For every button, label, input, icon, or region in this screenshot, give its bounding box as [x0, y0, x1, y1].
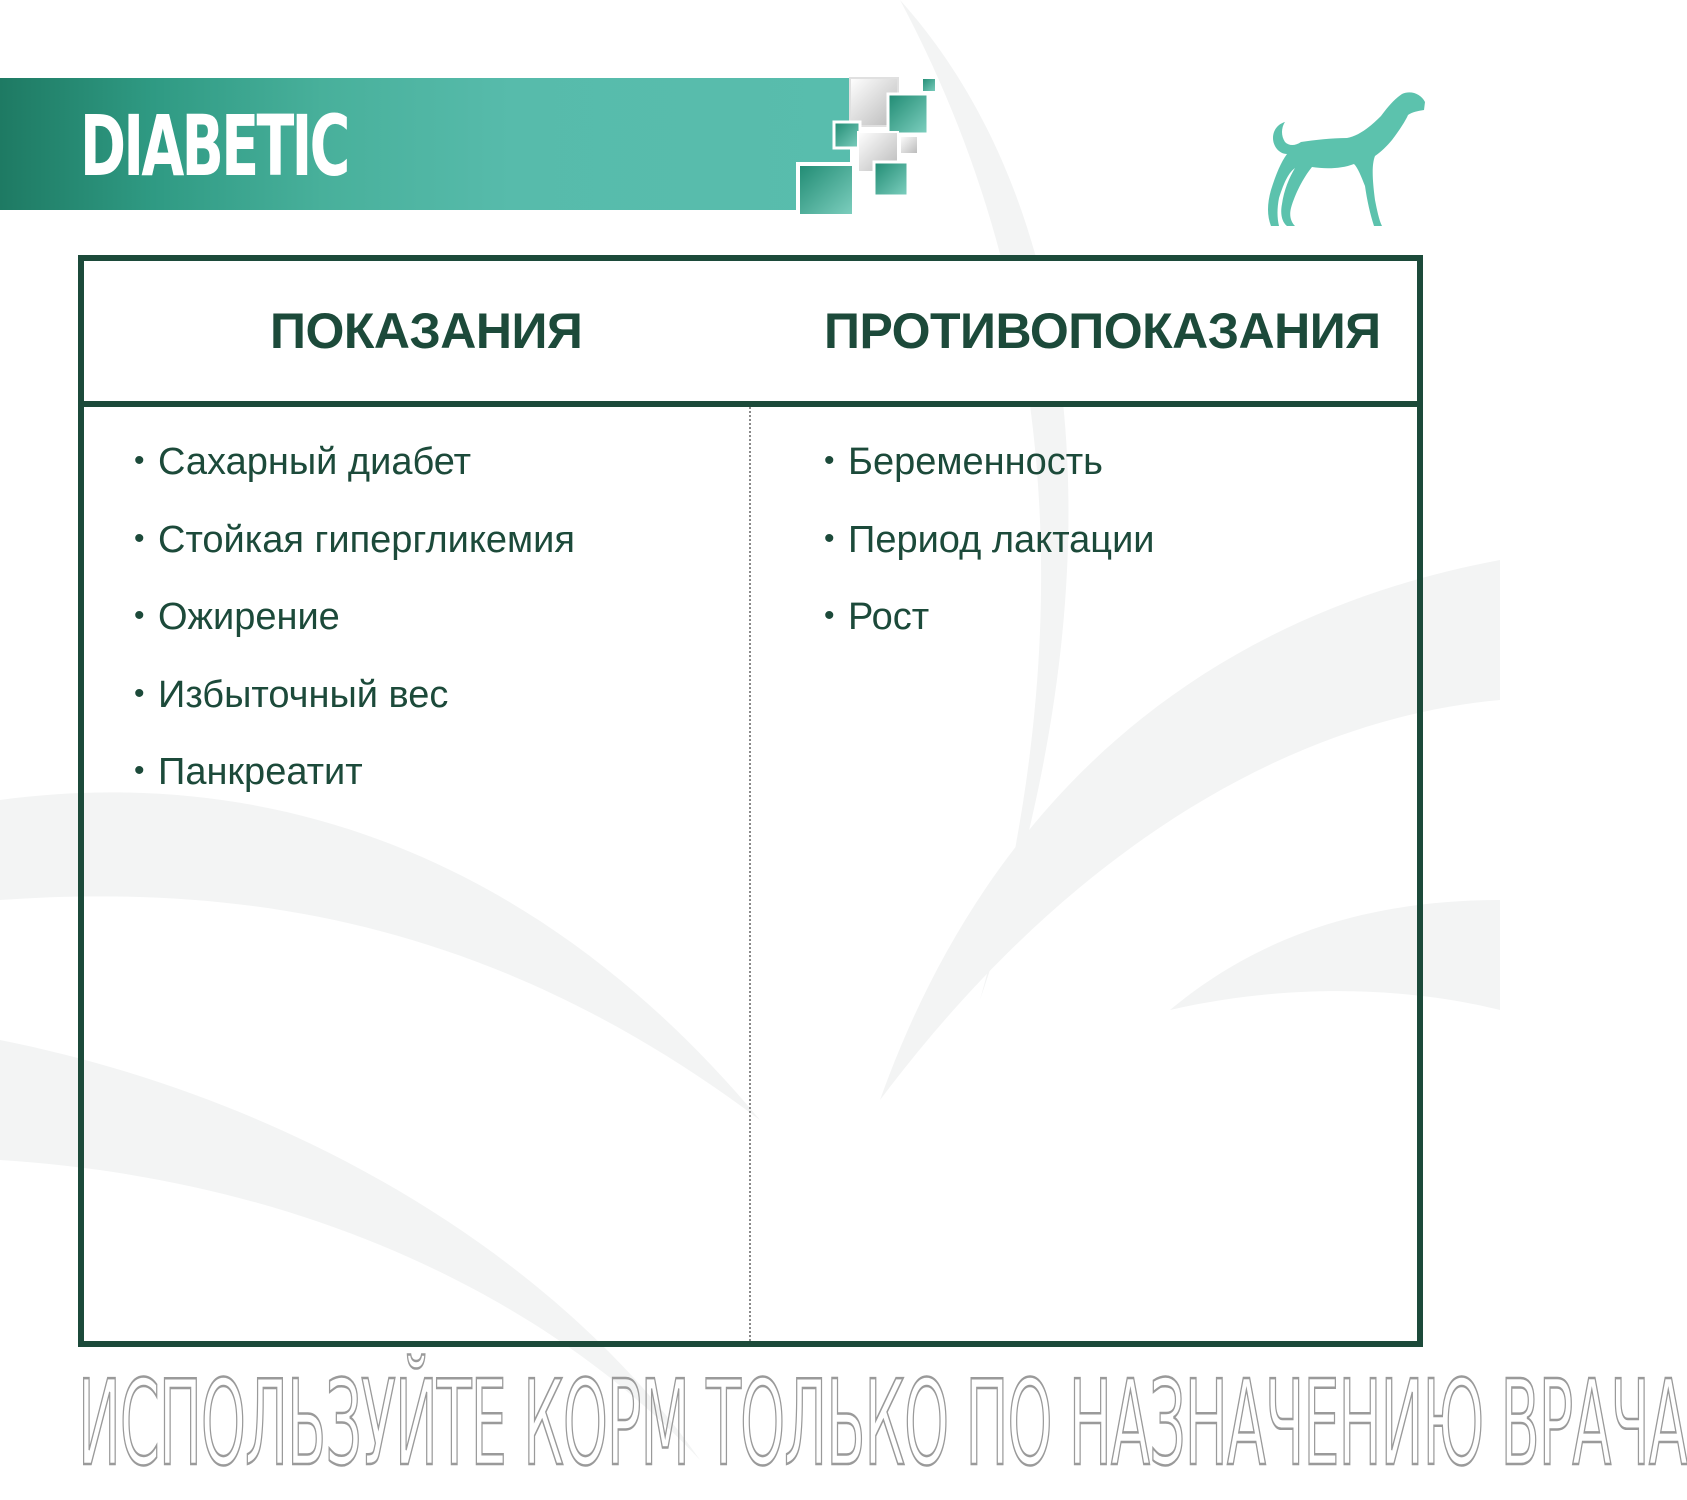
list-item-text: Беременность: [848, 441, 1103, 483]
list-item-text: Сахарный диабет: [158, 441, 472, 483]
list-item-text: Рост: [848, 596, 930, 638]
list-item: [824, 562, 1155, 640]
bullet-icon: •: [824, 521, 835, 555]
indications-table: [78, 255, 1423, 1347]
contraindications-list: [824, 407, 1155, 640]
dog-silhouette-icon: [1255, 88, 1430, 230]
list-item: [134, 640, 575, 718]
cube-cluster-icon: [780, 78, 940, 218]
bullet-icon: •: [134, 444, 145, 477]
list-item: [134, 717, 575, 795]
list-item-text: Стойкая гипергликемия: [158, 518, 575, 561]
product-banner: [0, 78, 940, 210]
contraindications-heading: ПРОТИВОПОКАЗАНИЯ: [824, 303, 1381, 359]
brand-title: DIABETIC: [80, 97, 348, 195]
list-item-text: Избыточный вес: [158, 673, 449, 716]
list-item: [134, 562, 575, 640]
list-item-text: Ожирение: [158, 596, 340, 638]
column-divider: [749, 407, 751, 1341]
bullet-icon: •: [134, 599, 145, 632]
bullet-icon: •: [134, 754, 145, 787]
vet-prescription-note: ИСПОЛЬЗУЙТЕ КОРМ ТОЛЬКО ПО НАЗНАЧЕНИЮ ВРАЧА: [78, 1354, 1687, 1492]
list-item: [824, 407, 1155, 485]
list-item: [824, 485, 1155, 563]
indications-list: [134, 407, 575, 795]
indications-heading: ПОКАЗАНИЯ: [270, 303, 583, 359]
bullet-icon: •: [134, 521, 145, 555]
bullet-icon: •: [824, 444, 835, 477]
list-item: [134, 407, 575, 485]
bullet-icon: •: [824, 599, 835, 632]
list-item: [134, 485, 575, 563]
bullet-icon: •: [134, 676, 145, 710]
table-header-row: [84, 261, 1417, 407]
list-item-text: Период лактации: [848, 518, 1155, 561]
list-item-text: Панкреатит: [158, 751, 363, 793]
